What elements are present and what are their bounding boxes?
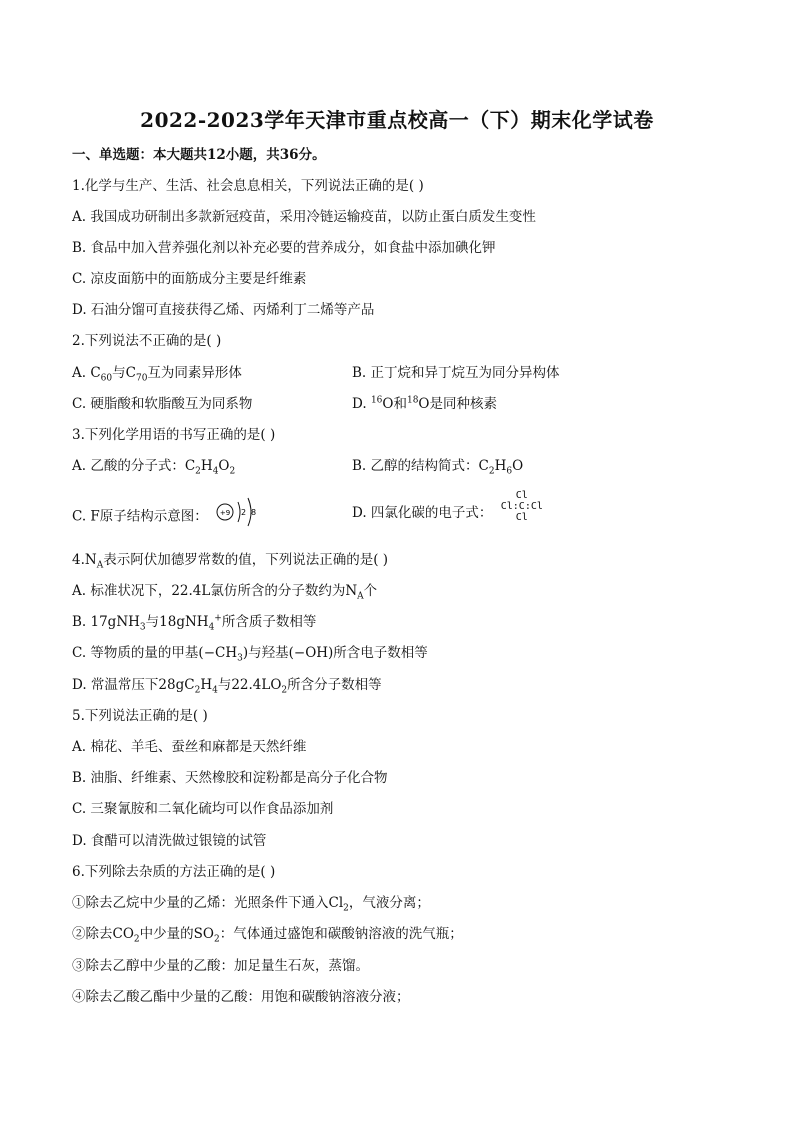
fluorine-atom-structure-diagram <box>216 494 266 530</box>
q4-option-d: D. 常温常压下$28gC_2H_4$与$22.4LO_2$所含分子数相等 <box>72 677 382 696</box>
q3-option-d: D. 四氯化碳的电子式： Cl Cl:C:Cl Cl <box>352 490 543 523</box>
q6-stem: 6.下列除去杂质的方法正确的是( ) <box>72 864 276 880</box>
q5-option-c: C. 三聚氰胺和二氧化硫均可以作食品添加剂 <box>72 801 334 817</box>
q2-option-c: C. 硬脂酸和软脂酸互为同系物 <box>72 396 253 412</box>
q2-stem: 2.下列说法不正确的是( ) <box>72 333 222 349</box>
q3-stem: 3.下列化学用语的书写正确的是( ) <box>72 427 276 443</box>
q2-option-a: A. $C_{60}$与$C_{70}$互为同素异形体 <box>72 365 242 384</box>
shell1-electrons: 2 <box>241 508 247 517</box>
q5-option-b: B. 油脂、纤维素、天然橡胶和淀粉都是高分子化合物 <box>72 770 388 786</box>
q4-option-b: B. 17gNH$_3$与18gNH$_4$+所含质子数相等 <box>72 613 317 633</box>
q1-option-c: C. 凉皮面筋中的面筋成分主要是纤维素 <box>72 271 307 287</box>
q6-item-3: ③除去乙醇中少量的乙酸：加足量生石灰，蒸馏。 <box>72 958 369 974</box>
q6-item-4: ④除去乙酸乙酯中少量的乙酸：用饱和碳酸钠溶液分液； <box>72 989 410 1005</box>
nucleus-charge: +9 <box>219 509 231 517</box>
q5-stem: 5.下列说法正确的是( ) <box>72 708 208 724</box>
q5-option-a: A. 棉花、羊毛、蚕丝和麻都是天然纤维 <box>72 739 307 755</box>
exam-title: 2022-2023学年天津市重点校高一（下）期末化学试卷 <box>140 108 654 132</box>
q3-option-a: A. 乙酸的分子式：$C_2H_4O_2$ <box>72 458 236 477</box>
q1-option-d: D. 石油分馏可直接获得乙烯、丙烯利丁二烯等产品 <box>72 302 375 318</box>
q4-option-a: A. 标准状况下，22.4L氯仿所含的分子数约为$N_A$个 <box>72 583 378 602</box>
q3-option-c: C. F原子结构示意图： +9 2 8 <box>72 504 266 530</box>
q2-option-b: B. 正丁烷和异丁烷互为同分异构体 <box>352 365 560 381</box>
q1-stem: 1.化学与生产、生活、社会息息相关，下列说法正确的是( ) <box>72 178 424 194</box>
q4-option-c: C. 等物质的量的甲基$(-CH_3)$与羟基(−OH)所含电子数相等 <box>72 645 428 664</box>
shell2-electrons: 8 <box>251 508 257 517</box>
q3-option-b: B. 乙醇的结构简式：$C_2H_6O$ <box>352 458 524 477</box>
ccl4-electron-formula: Cl Cl:C:Cl Cl <box>500 490 543 523</box>
q4-stem: $4.N_A$表示阿伏加德罗常数的值，下列说法正确的是( ) <box>72 552 389 571</box>
q1-option-b: B. 食品中加入营养强化剂以补充必要的营养成分，如食盐中添加碘化钾 <box>72 240 496 256</box>
q2-option-d: D. $^{16}$O和$^{18}$O是同种核素 <box>352 395 497 412</box>
q1-option-a: A. 我国成功研制出多款新冠疫苗，采用冷链运输疫苗，以防止蛋白质发生变性 <box>72 209 536 225</box>
q6-item-1: ①除去乙烷中少量的乙烯：光照条件下通入$Cl_2$，气液分离； <box>72 895 430 914</box>
q5-option-d: D. 食醋可以清洗做过银镜的试管 <box>72 833 267 849</box>
section-heading: 一、单选题：本大题共12小题，共36分。 <box>72 147 326 163</box>
q6-item-2: ②除去$CO_2$中少量的$SO_2$：气体通过盛饱和碳酸钠溶液的洗气瓶； <box>72 926 463 945</box>
